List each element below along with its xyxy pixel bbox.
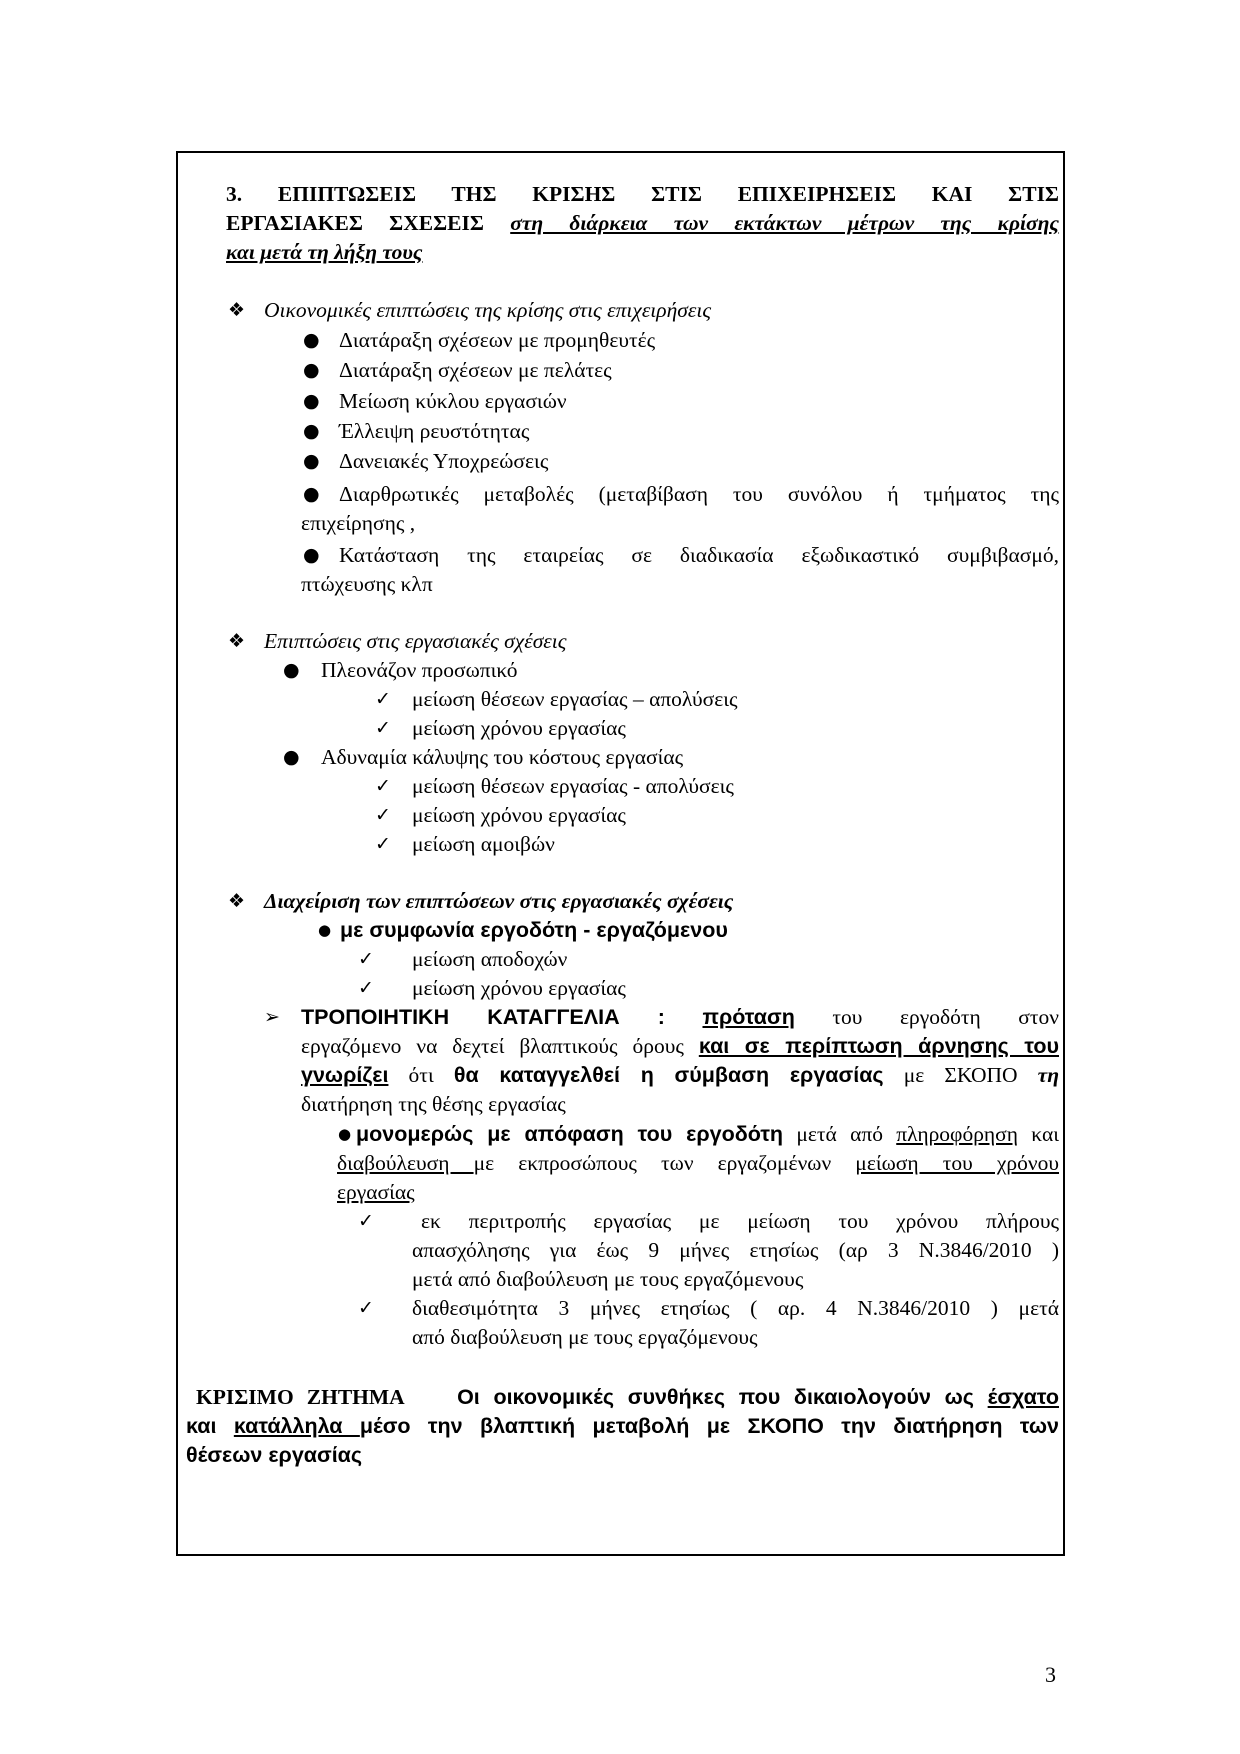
economic-item-status: Κατάσταση της εταιρείας σε διαδικασία εξωδικαστικό συμβιβασμό, xyxy=(339,543,1059,567)
round-bullet-icon: ● xyxy=(283,659,300,681)
check-icon: ✓ xyxy=(358,948,374,970)
section-heading-line3: και μετά τη λήξη τους xyxy=(226,240,423,264)
round-bullet-icon: ● xyxy=(303,390,320,412)
diamond-bullet-icon: ❖ xyxy=(228,299,246,321)
round-bullet-icon: ● xyxy=(303,359,320,381)
agreement-item: μείωση αποδοχών xyxy=(412,947,568,971)
amending-termination-line4: διατήρηση της θέσης εργασίας xyxy=(301,1092,566,1116)
round-bullet-icon: ● xyxy=(318,921,332,939)
labor-group1: Πλεονάζον προσωπικό xyxy=(321,658,518,682)
labor-group2-item: μείωση χρόνου εργασίας xyxy=(412,803,626,827)
check-icon: ✓ xyxy=(358,1297,374,1319)
labor-group1-item: μείωση χρόνου εργασίας xyxy=(412,716,626,740)
unilateral-line1: μονομερώς με απόφαση του εργοδότη μετά από πληροφόρηση και xyxy=(356,1122,1059,1146)
labor-group2-item: μείωση αμοιβών xyxy=(412,832,555,856)
amending-termination-line3: γνωρίζει ότι θα καταγγελθεί η σύμβαση εργασίας με ΣΚΟΠΟ τη xyxy=(301,1063,1059,1087)
critical-issue-line1: ΚΡΙΣΙΜΟ ΖΗΤΗΜΑ Οι οικονομικές συνθήκες που δικαιολογούν ως έσχατο xyxy=(196,1385,1059,1409)
agreement-item: μείωση χρόνου εργασίας xyxy=(412,976,626,1000)
section-heading-line2: ΕΡΓΑΣΙΑΚΕΣ ΣΧΕΣΕΙΣ στη διάρκεια των εκτάκτων μέτρων της κρίσης xyxy=(226,211,1060,235)
rotation-work-line3: μετά από διαβούλευση με τους εργαζόμενους xyxy=(412,1267,804,1291)
economic-item: Διατάραξη σχέσεων με προμηθευτές xyxy=(339,328,656,352)
page-number: 3 xyxy=(1045,1662,1056,1687)
amending-termination-line1: ΤΡΟΠΟΙΗΤΙΚΗ ΚΑΤΑΓΓΕΛΙΑ : πρόταση του εργοδότη στον xyxy=(301,1005,1060,1029)
section-heading-line1: 3. ΕΠΙΠΤΩΣΕΙΣ ΤΗΣ ΚΡΙΣΗΣ ΣΤΙΣ ΕΠΙΧΕΙΡΗΣΕΙΣ ΚΑΙ ΣΤΙΣ xyxy=(226,182,1059,206)
management-title: Διαχείριση των επιπτώσεων στις εργασιακές σχέσεις xyxy=(264,889,734,913)
round-bullet-icon: ● xyxy=(303,544,320,566)
rotation-work-line2: απασχόλησης για έως 9 μήνες ετησίως (αρ 3 Ν.3846/2010 ) xyxy=(412,1238,1059,1262)
arrow-bullet-icon: ➢ xyxy=(264,1006,280,1028)
amending-termination-line2: εργαζόμενο να δεχτεί βλαπτικούς όρους και σε περίπτωση άρνησης του xyxy=(301,1034,1059,1058)
check-icon: ✓ xyxy=(375,775,391,797)
check-icon: ✓ xyxy=(375,717,391,739)
round-bullet-icon: ● xyxy=(303,420,320,442)
economic-item-structural-cont: επιχείρησης , xyxy=(301,511,416,535)
labor-group2: Αδυναμία κάλυψης του κόστους εργασίας xyxy=(321,745,684,769)
availability-line1: διαθεσιμότητα 3 μήνες ετησίως ( αρ. 4 Ν.3846/2010 ) μετά xyxy=(412,1296,1059,1320)
economic-item: Δανειακές Υποχρεώσεις xyxy=(339,449,549,473)
check-icon: ✓ xyxy=(358,1210,374,1232)
unilateral-line3: εργασίας xyxy=(337,1180,415,1204)
economic-item: Διατάραξη σχέσεων με πελάτες xyxy=(339,358,612,382)
economic-item: Μείωση κύκλου εργασιών xyxy=(339,389,567,413)
check-icon: ✓ xyxy=(375,833,391,855)
diamond-bullet-icon: ❖ xyxy=(228,890,246,912)
economic-item: Έλλειψη ρευστότητας xyxy=(339,419,530,443)
economic-item-structural: Διαρθρωτικές μεταβολές (μεταβίβαση του συνόλου ή τμήματος της xyxy=(339,482,1059,506)
diamond-bullet-icon: ❖ xyxy=(228,630,246,652)
critical-issue-line3: θέσεων εργασίας xyxy=(186,1443,363,1467)
round-bullet-icon: ● xyxy=(283,746,300,768)
labor-group1-item: μείωση θέσεων εργασίας – απολύσεις xyxy=(412,687,738,711)
economic-title: Οικονομικές επιπτώσεις της κρίσης στις επιχειρήσεις xyxy=(264,298,712,322)
round-bullet-icon: ● xyxy=(303,450,320,472)
round-bullet-icon: ● xyxy=(303,329,320,351)
rotation-work-line1: εκ περιτροπής εργασίας με μείωση του χρόνου πλήρους xyxy=(421,1209,1059,1233)
labor-title: Επιπτώσεις στις εργασιακές σχέσεις xyxy=(264,629,567,653)
round-bullet-icon: ● xyxy=(338,1125,352,1143)
round-bullet-icon: ● xyxy=(303,483,320,505)
economic-item-status-cont: πτώχευσης κλπ xyxy=(301,572,433,596)
management-agreement: με συμφωνία εργοδότη - εργαζόμενου xyxy=(340,918,728,942)
check-icon: ✓ xyxy=(375,804,391,826)
availability-line2: από διαβούλευση με τους εργαζόμενους xyxy=(412,1325,758,1349)
unilateral-line2: διαβούλευση με εκπροσώπους των εργαζομένων μείωση του χρόνου xyxy=(337,1151,1060,1175)
labor-group2-item: μείωση θέσεων εργασίας - απολύσεις xyxy=(412,774,734,798)
check-icon: ✓ xyxy=(375,688,391,710)
check-icon: ✓ xyxy=(358,977,374,999)
critical-issue-line2: και κατάλληλα μέσο την βλαπτική μεταβολή με ΣΚΟΠΟ την διατήρηση των xyxy=(186,1414,1059,1438)
